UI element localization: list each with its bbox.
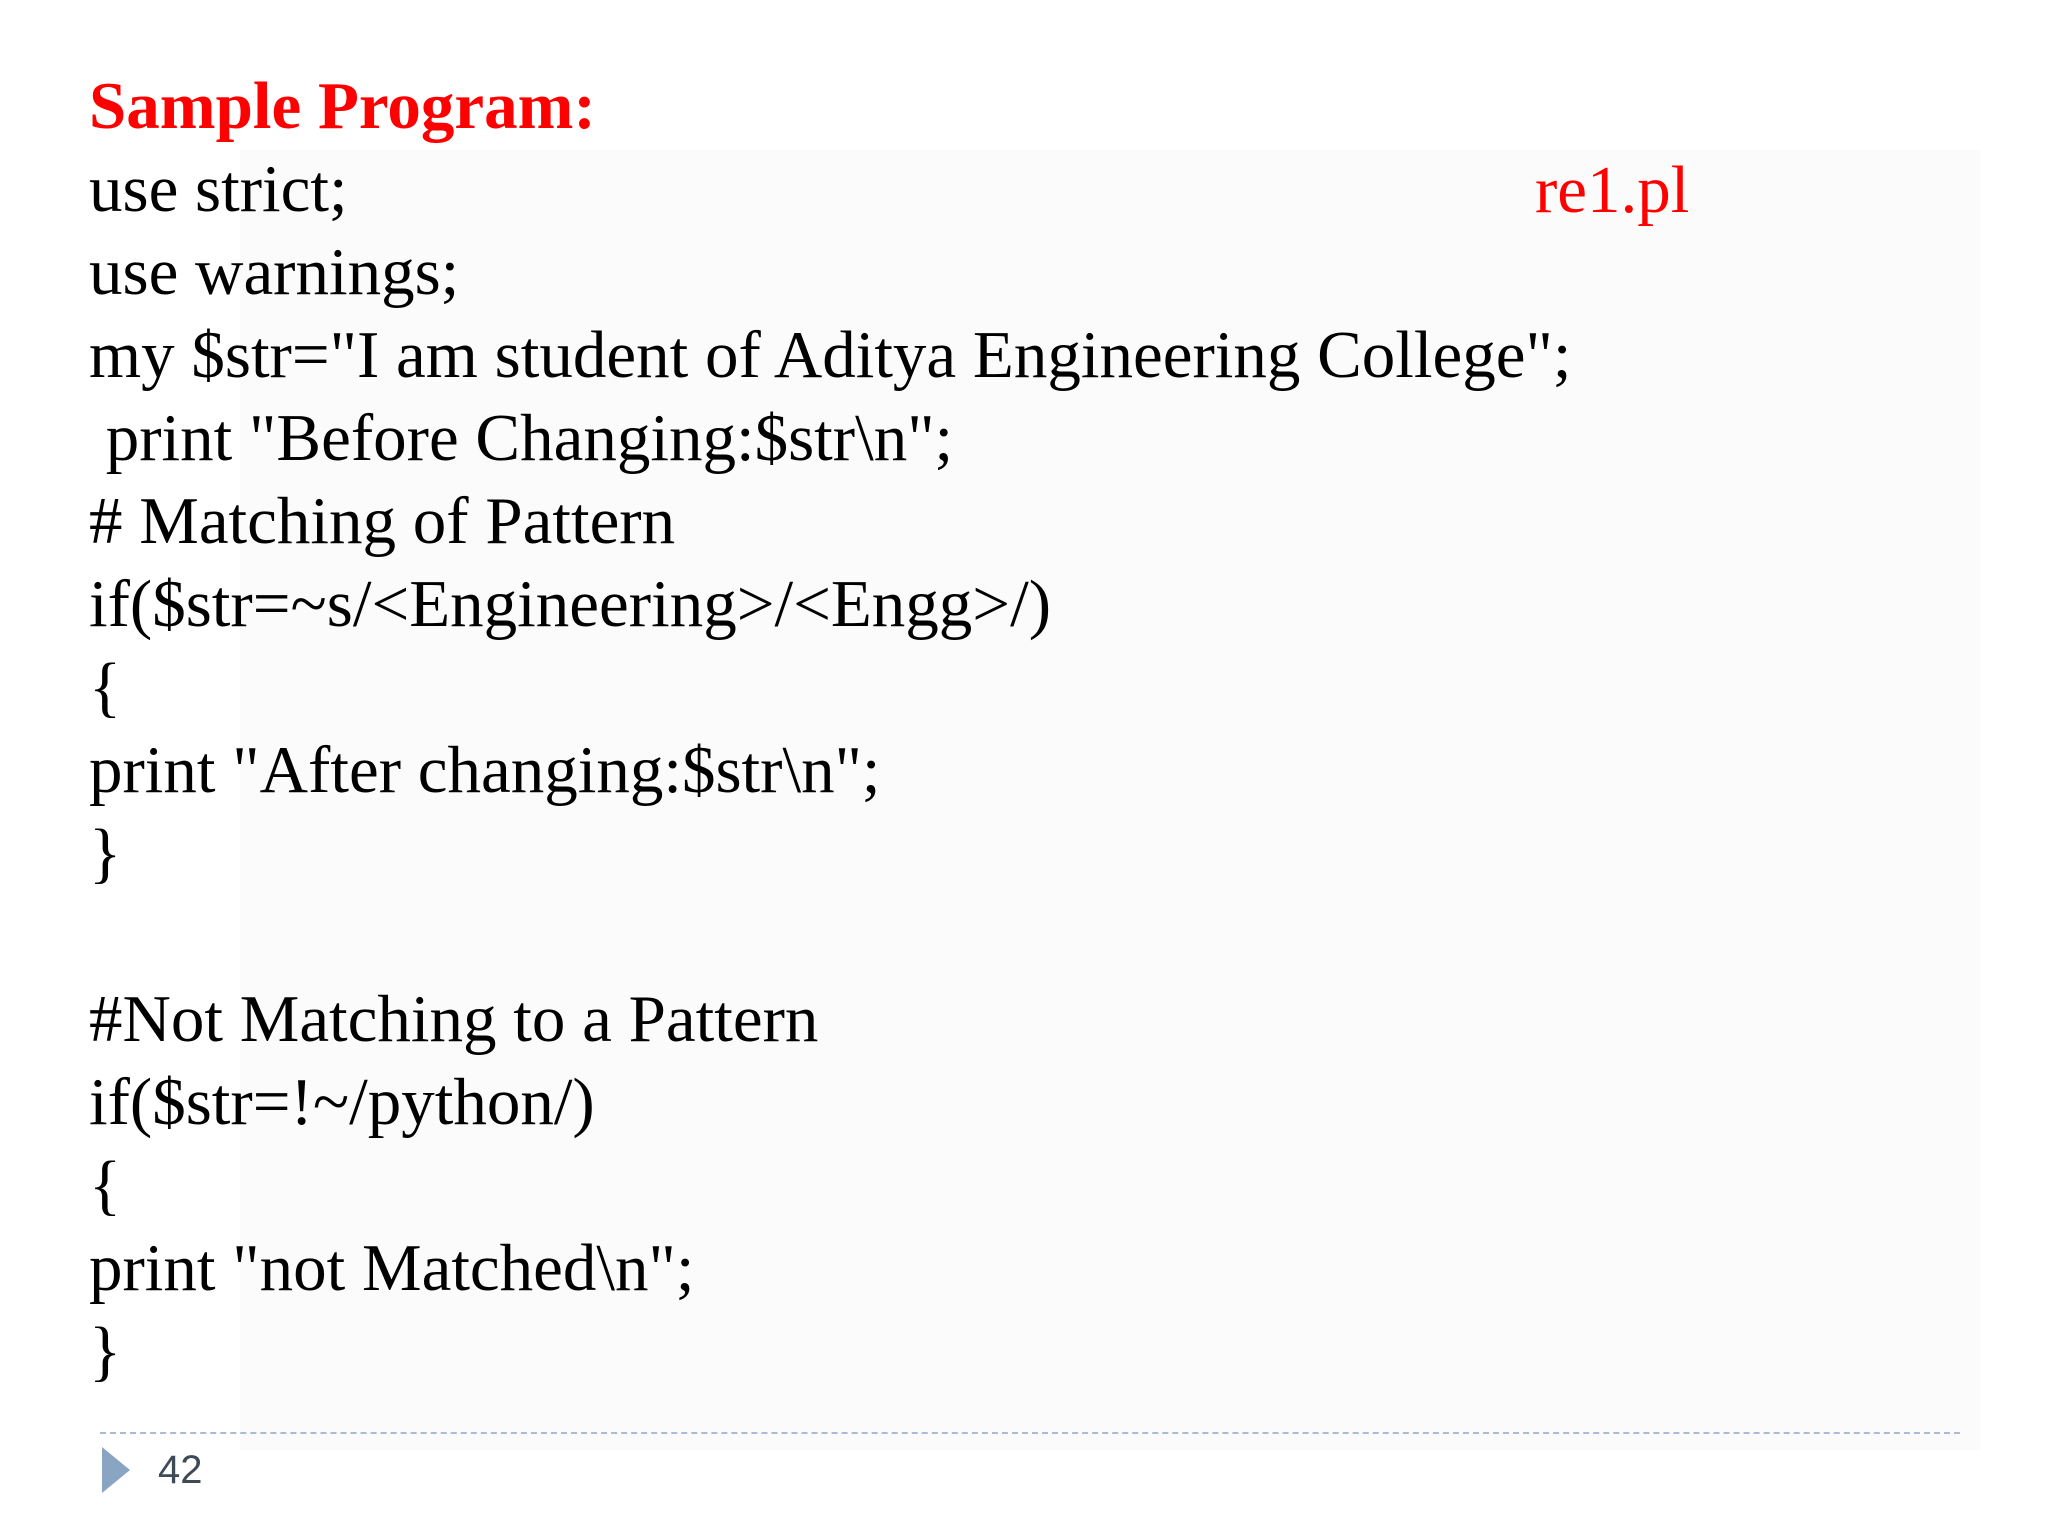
- page-number: 42: [158, 1448, 203, 1492]
- code-line: my $str="I am student of Aditya Engineering College";: [89, 318, 1572, 392]
- code-line: print "not Matched\n";: [89, 1231, 695, 1305]
- code-line: if($str=!~/python/): [89, 1065, 595, 1139]
- code-line: if($str=~s/<Engineering>/<Engg>/): [89, 567, 1052, 641]
- code-line: }: [89, 816, 122, 890]
- triangle-right-icon: [102, 1447, 130, 1493]
- code-line: print "After changing:$str\n";: [89, 733, 881, 807]
- code-line: print "Before Changing:$str\n";: [89, 401, 954, 475]
- code-line: use strict;: [89, 152, 348, 226]
- code-line: {: [89, 1148, 122, 1222]
- code-line: {: [89, 650, 122, 724]
- filename-label: re1.pl: [1535, 153, 1690, 227]
- code-line: [89, 895, 1571, 978]
- code-line: }: [89, 1314, 122, 1388]
- code-line: use warnings;: [89, 235, 460, 309]
- slide-title: Sample Program:: [89, 69, 596, 143]
- code-line: # Matching of Pattern: [89, 484, 676, 558]
- code-line: #Not Matching to a Pattern: [89, 982, 819, 1056]
- code-block: [89, 148, 1571, 1393]
- footer-divider: [100, 1432, 1960, 1434]
